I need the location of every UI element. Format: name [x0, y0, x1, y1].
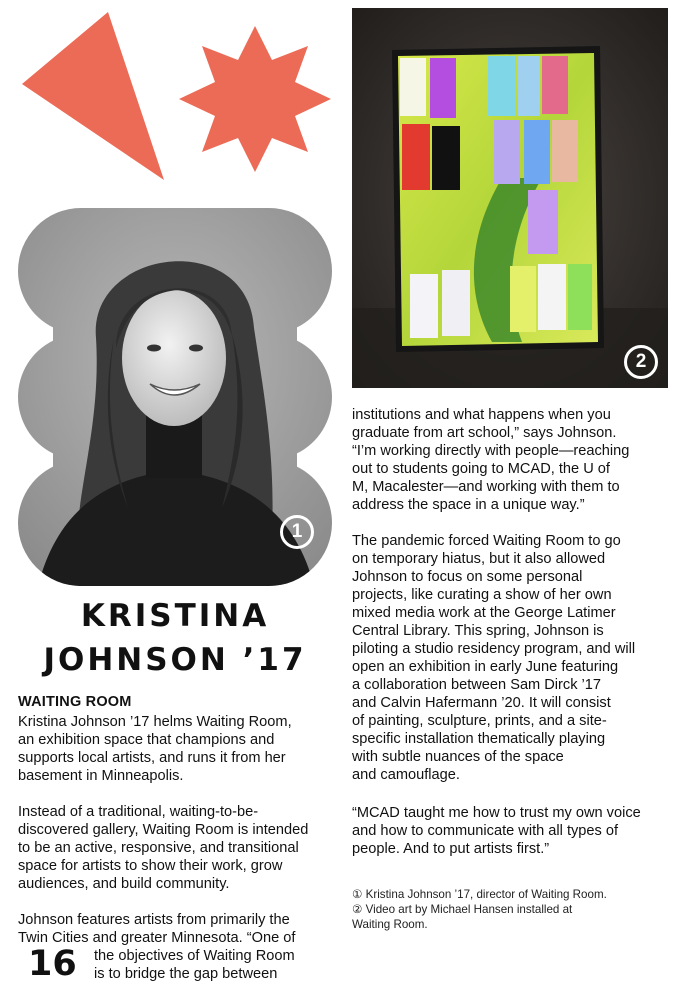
text-line: out to students going to MCAD, the U of: [352, 461, 610, 477]
text-line: “I’m working directly with people—reaching: [352, 443, 630, 459]
left-paragraph-1: [18, 713, 292, 785]
text-line: specific installation thematically playing: [352, 731, 606, 747]
right-paragraph-3: [352, 804, 641, 858]
text-line: institutions and what happens when you: [352, 407, 611, 423]
text-line: The pandemic forced Waiting Room to go: [352, 533, 621, 549]
left-paragraph-3: [18, 911, 295, 947]
profile-name-line-2: JOHNSON ’17: [43, 642, 307, 678]
text-line: graduate from art school,” says Johnson.: [352, 425, 617, 441]
text-line: of painting, sculpture, prints, and a site-: [352, 713, 607, 729]
left-paragraph-2: [18, 803, 308, 893]
text-line: and camouflage.: [352, 767, 460, 783]
text-line: Kristina Johnson ’17 helms Waiting Room,: [18, 714, 292, 730]
text-line: piloting a studio residency program, and will: [352, 641, 636, 657]
text-line: on temporary hiatus, but it also allowed: [352, 551, 606, 567]
text-line: Central Library. This spring, Johnson is: [352, 623, 604, 639]
text-line: audiences, and build community.: [18, 876, 230, 892]
text-line: and Calvin Hafermann ’20. It will consist: [352, 695, 611, 711]
text-line: mixed media work at the George Latimer: [352, 605, 616, 621]
artwork-photo: [352, 8, 668, 388]
text-line: Johnson features artists from primarily the: [18, 912, 290, 928]
text-line: “MCAD taught me how to trust my own voice: [352, 805, 641, 821]
caption-2-continued: Waiting Room.: [352, 918, 428, 931]
text-line: M, Macalester—and working with them to: [352, 479, 620, 495]
triangle-shape: [22, 12, 164, 180]
text-line: and how to communicate with all types of: [352, 823, 619, 839]
section-kicker: WAITING ROOM: [18, 694, 132, 710]
text-line: is to bridge the gap between: [94, 966, 278, 982]
caption-1: ① Kristina Johnson ’17, director of Waiting Room.: [352, 888, 607, 901]
profile-name-line-1: KRISTINA: [80, 598, 270, 634]
text-line: to be an active, responsive, and transitional: [18, 840, 299, 856]
star-shape: [179, 26, 331, 172]
photo-marker-1: 1: [280, 515, 314, 549]
page-number: 16: [28, 944, 77, 984]
text-line: the objectives of Waiting Room: [94, 948, 295, 964]
text-line: Twin Cities and greater Minnesota. “One of: [18, 930, 296, 946]
text-line: address the space in a unique way.”: [352, 497, 585, 513]
text-line: Instead of a traditional, waiting-to-be-: [18, 804, 259, 820]
text-line: basement in Minneapolis.: [18, 768, 184, 784]
photo-marker-2: 2: [624, 345, 658, 379]
text-line: projects, like curating a show of her own: [352, 587, 612, 603]
photo-captions: [352, 887, 607, 932]
left-paragraph-3-end: [94, 947, 295, 983]
text-line: supports local artists, and runs it from her: [18, 750, 286, 766]
decorative-shapes: [18, 8, 338, 188]
text-line: discovered gallery, Waiting Room is intended: [18, 822, 309, 838]
text-line: people. And to put artists first.”: [352, 841, 550, 857]
text-line: an exhibition space that champions and: [18, 732, 275, 748]
caption-2: ② Video art by Michael Hansen installed at: [352, 903, 573, 916]
text-line: open an exhibition in early June featuring: [352, 659, 619, 675]
text-line: Johnson to focus on some personal: [352, 569, 583, 585]
right-paragraph-1: [352, 406, 629, 514]
text-line: space for artists to show their work, grow: [18, 858, 283, 874]
text-line: with subtle nuances of the space: [352, 749, 564, 765]
text-line: a collaboration between Sam Dirck ’17: [352, 677, 602, 693]
right-paragraph-2: [352, 532, 635, 784]
